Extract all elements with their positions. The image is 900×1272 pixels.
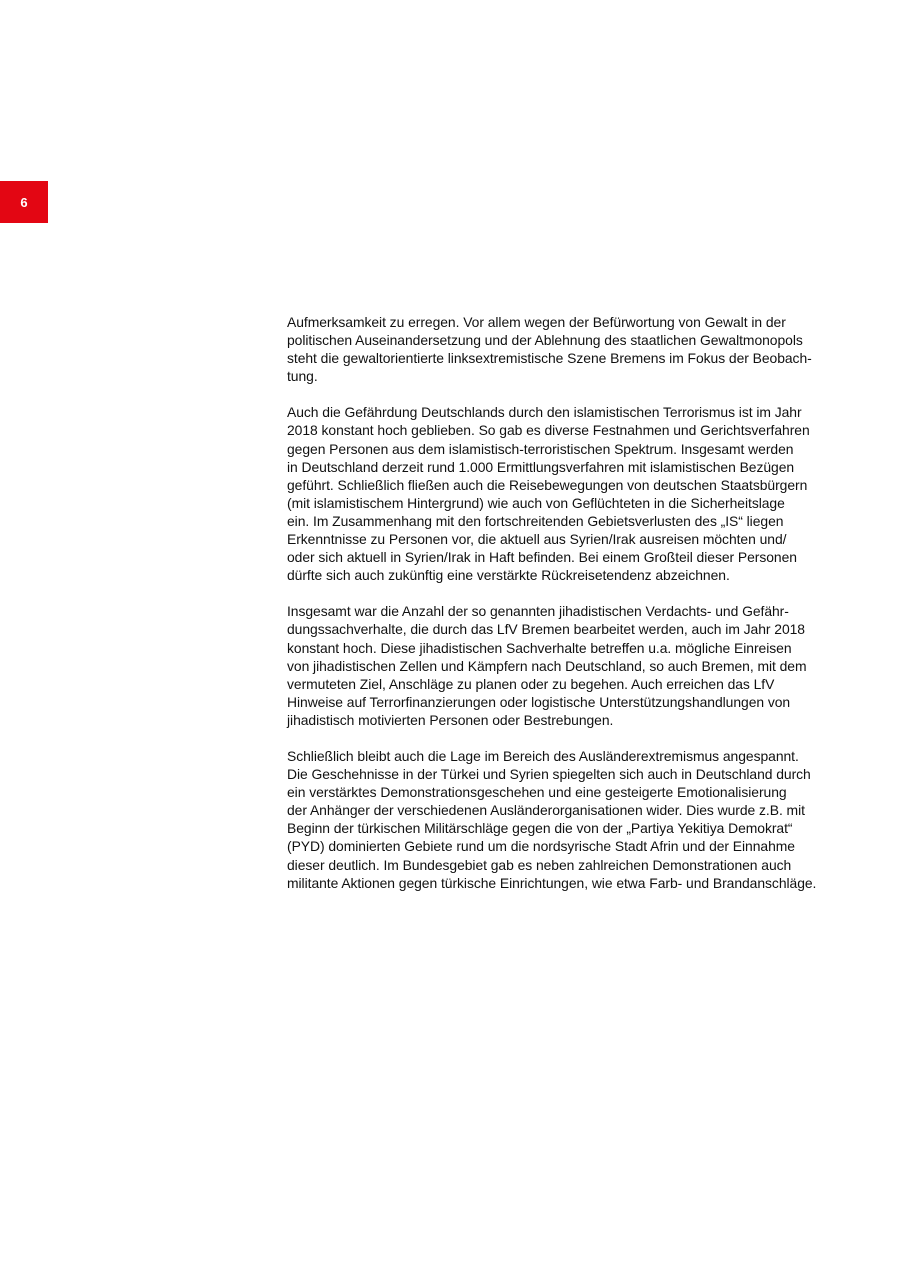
paragraph-2: Auch die Gefährdung Deutschlands durch den islamistischen Terrorismus ist im Jahr 2018 konstant hoch geblieben. So gab es diverse Festnahmen und Gerichtsverfahren gegen Personen aus dem islamistisch-terroristischen Spektrum. Insgesamt werden in Deutschland derzeit rund 1.000 Ermittlungsverfahren mit islamistischen Bezügen geführt. Schließlich fließen auch die Reisebewegungen von deutschen Staatsbürgern (mit islamistischem Hintergrund) wie auch von Geflüchteten in die Sicherheitslage ein. Im Zusammenhang mit den fortschreitenden Gebietsverlusten des „IS“ liegen Erkenntnisse zu Personen vor, die aktuell aus Syrien/Irak ausreisen möchten und/ oder sich aktuell in Syrien/Irak in Haft befinden. Bei einem Großteil dieser Personen dürfte sich auch zukünftig eine verstärkte Rückreisetendenz abzeichnen. [287, 404, 810, 584]
paragraph-3: Insgesamt war die Anzahl der so genannten jihadistischen Verdachts- und Gefähr- dungssachverhalte, die durch das LfV Bremen bearbeitet werden, auch im Jahr 2018 konstant hoch. Diese jihadistischen Sachverhalte betreffen u.a. mögliche Einreisen von jihadistischen Zellen und Kämpfern nach Deutschland, so auch Bremen, mit dem vermuteten Ziel, Anschläge zu planen oder zu begehen. Auch erreichen das LfV Hinweise auf Terrorfinanzierungen oder logistische Unterstützungshandlungen von jihadistisch motivierten Personen oder Bestrebungen. [287, 603, 807, 728]
paragraph-4: Schließlich bleibt auch die Lage im Bereich des Ausländerextremismus angespannt. Die Geschehnisse in der Türkei und Syrien spiegelten sich auch in Deutschland durch ein verstärktes Demonstrationsgeschehen und eine gesteigerte Emotionalisierung der Anhänger der verschiedenen Ausländerorganisationen wider. Dies wurde z.B. mit Beginn der türkischen Militärschläge gegen die von der „Partiya Yekitiya Demokrat“ (PYD) dominierten Gebiete rund um die nordsyrische Stadt Afrin und der Einnahme dieser deutlich. Im Bundesgebiet gab es neben zahlreichen Demonstrationen auch militante Aktionen gegen türkische Einrichtungen, wie etwa Farb- und Brandanschläge. [287, 747, 817, 891]
body-text [287, 313, 843, 910]
paragraph-1: Aufmerksamkeit zu erregen. Vor allem wegen der Befürwortung von Gewalt in der politischen Auseinandersetzung und der Ablehnung des staatlichen Gewaltmonopols steht die gewaltorientierte linksextremistische Szene Bremens im Fokus der Beobach- tung. [287, 314, 812, 385]
page-number-badge [0, 181, 48, 223]
page-number: 6 [20, 194, 28, 210]
